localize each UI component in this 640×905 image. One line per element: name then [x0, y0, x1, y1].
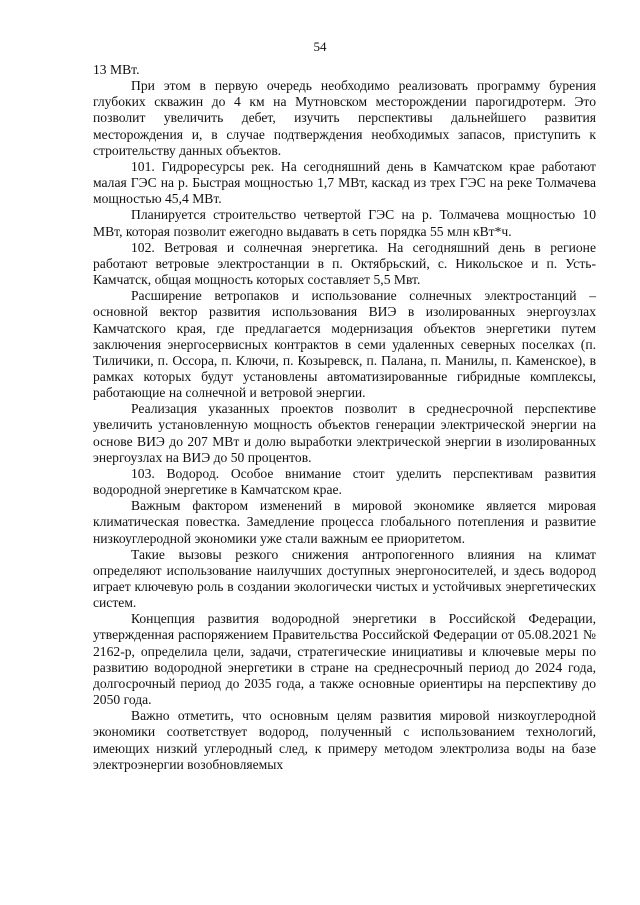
- paragraph-concept: Концепция развития водородной энергетики в Российской Федерации, утвержденная распоряжением Правительства Российской Федерации от 05.08.2021 № 2162-р, определила цели, задачи, стратегические инициативы и ключевые меры по развитию водородной энергетики в стране на среднесрочный период до 2024 года, долгосрочный период до 2035 года, а также основные ориентиры на перспективу до 2050 года.: [93, 611, 596, 708]
- paragraph-drilling-program: При этом в первую очередь необходимо реализовать программу бурения глубоких скважин до 4 км на Мутновском месторождении парогидротерм. Это позволит увеличить дебет, изучить перспективы дальнейшего развития месторождения и, в случае подтверждения необходимых запасов, приступить к строительству данных объектов.: [93, 78, 596, 158]
- paragraph-hydro-resources: 101. Гидроресурсы рек. На сегодняшний день в Камчатском крае работают малая ГЭС на р. Быстрая мощностью 1,7 МВт, каскад из трех ГЭС на реке Толмачева мощностью 45,4 МВт.: [93, 158, 596, 207]
- paragraph-fourth-hpp: Планируется строительство четвертой ГЭС на р. Толмачева мощностью 10 МВт, которая позволит ежегодно выдавать в сеть порядка 55 млн кВт*ч.: [93, 207, 596, 239]
- paragraph-continuation: 13 МВт.: [93, 62, 140, 77]
- paragraph-climate-agenda: Важным фактором изменений в мировой экономике является мировая климатическая повестка. Замедление процесса глобального потепления и развитие низкоуглеродной экономики уже стали важным ее приоритетом.: [93, 498, 596, 546]
- paragraph-low-carbon: Важно отметить, что основным целям развития мировой низкоуглеродной экономики соответствует водород, полученный с использованием технологий, имеющих низкий углеродный след, к примеру методом электролиза воды на базе электроэнергии возобновляемых: [93, 708, 596, 772]
- page-number: 54: [313, 39, 327, 54]
- paragraph-expansion: Расширение ветропаков и использование солнечных электростанций – основной вектор развития использования ВИЭ в изолированных энергоузлах Камчатского края, где предлагается модернизация объектов энергетики путем заключения энергосервисных контрактов в семи удаленных северных поселках (п. Тиличики, п. Оссора, п. Ключи, п. Козыревск, п. Палана, п. Манилы, п. Каменское), в рамках которых будут установлены автоматизированные гибридные комплексы, работающие на солнечной и ветровой энергии.: [93, 288, 596, 401]
- paragraph-hydrogen: 103. Водород. Особое внимание стоит уделить перспективам развития водородной энергетике в Камчатском крае.: [93, 465, 596, 498]
- paragraph-wind-solar: 102. Ветровая и солнечная энергетика. На сегодняшний день в регионе работают ветровые электростанции в п. Октябрьский, с. Никольское и п. Усть-Камчатск, общая мощность которых составляет 5,5 Мвт.: [93, 239, 596, 288]
- paragraph-challenges: Такие вызовы резкого снижения антропогенного влияния на климат определяют использование наилучших доступных энергоносителей, и здесь водород играет ключевую роль в создании экологически чистых и устойчивых энергетических систем.: [93, 546, 596, 611]
- paragraph-implementation: Реализация указанных проектов позволит в среднесрочной перспективе увеличить установленную мощность объектов генерации электрической энергии на основе ВИЭ до 207 МВт и долю выработки электрической энергии в изолированных энергоузлах на ВИЭ до 50 процентов.: [93, 401, 596, 465]
- document-body: [93, 62, 596, 773]
